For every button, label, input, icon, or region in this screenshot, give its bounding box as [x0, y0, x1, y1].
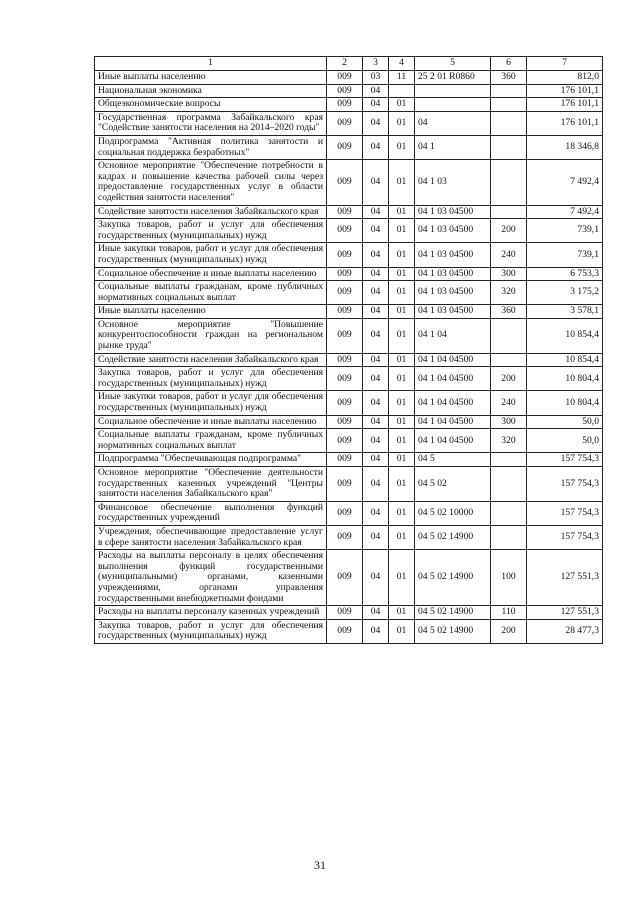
- table-row: [95, 429, 603, 453]
- ministry-code-cell: 009: [327, 98, 363, 112]
- section-code-cell: 04: [363, 501, 389, 525]
- expense-type-cell: 240: [491, 243, 527, 267]
- target-article-cell: 04 1 03 04500: [415, 281, 491, 305]
- ministry-code-cell: 009: [327, 550, 363, 606]
- table-row: [95, 243, 603, 267]
- section-code-cell: 04: [363, 160, 389, 205]
- header-cell: 3: [363, 57, 389, 71]
- section-code-cell: 04: [363, 353, 389, 367]
- header-cell: 6: [491, 57, 527, 71]
- amount-cell: 3 175,2: [527, 281, 603, 305]
- expense-type-cell: [491, 111, 527, 135]
- expense-type-cell: 200: [491, 619, 527, 643]
- ministry-code-cell: 009: [327, 453, 363, 467]
- target-article-cell: 04 1 03 04500: [415, 305, 491, 319]
- ministry-code-cell: 009: [327, 467, 363, 502]
- subsection-code-cell: 01: [389, 415, 415, 429]
- section-code-cell: 04: [363, 453, 389, 467]
- table-row: [95, 453, 603, 467]
- table-row: [95, 318, 603, 353]
- table-row: [95, 84, 603, 98]
- subsection-code-cell: 01: [389, 367, 415, 391]
- target-article-cell: 04 1 04 04500: [415, 353, 491, 367]
- subsection-code-cell: 01: [389, 135, 415, 159]
- table-row: [95, 391, 603, 415]
- amount-cell: 812,0: [527, 71, 603, 85]
- target-article-cell: 04 1 04: [415, 318, 491, 353]
- subsection-code-cell: 01: [389, 353, 415, 367]
- expense-type-cell: [491, 353, 527, 367]
- table-row: [95, 281, 603, 305]
- expense-type-cell: [491, 453, 527, 467]
- subsection-code-cell: 01: [389, 305, 415, 319]
- subsection-code-cell: 01: [389, 243, 415, 267]
- table-row: [95, 111, 603, 135]
- target-article-cell: 04 5 02 14900: [415, 606, 491, 620]
- subsection-code-cell: [389, 84, 415, 98]
- subsection-code-cell: 01: [389, 281, 415, 305]
- row-name-cell: Расходы на выплаты персоналу казенных учреждений: [95, 606, 327, 620]
- expense-type-cell: [491, 98, 527, 112]
- amount-cell: 18 346,8: [527, 135, 603, 159]
- amount-cell: 157 754,3: [527, 453, 603, 467]
- subsection-code-cell: 01: [389, 160, 415, 205]
- header-cell: 1: [95, 57, 327, 71]
- amount-cell: 739,1: [527, 219, 603, 243]
- target-article-cell: 04 5 02: [415, 467, 491, 502]
- expense-type-cell: 320: [491, 429, 527, 453]
- expense-type-cell: [491, 467, 527, 502]
- section-code-cell: 04: [363, 305, 389, 319]
- row-name-cell: Подпрограмма "Активная политика занятости и социальная поддержка безработных": [95, 135, 327, 159]
- target-article-cell: 04 1 04 04500: [415, 429, 491, 453]
- row-name-cell: Национальная экономика: [95, 84, 327, 98]
- row-name-cell: Закупка товаров, работ и услуг для обеспечения государственных (муниципальных) нужд: [95, 367, 327, 391]
- budget-table: [94, 56, 603, 644]
- subsection-code-cell: 01: [389, 318, 415, 353]
- ministry-code-cell: 009: [327, 318, 363, 353]
- ministry-code-cell: 009: [327, 501, 363, 525]
- row-name-cell: Подпрограмма "Обеспечивающая подпрограмма": [95, 453, 327, 467]
- table-row: [95, 267, 603, 281]
- subsection-code-cell: 01: [389, 467, 415, 502]
- row-name-cell: Содействие занятости населения Забайкальского края: [95, 205, 327, 219]
- table-row: [95, 160, 603, 205]
- ministry-code-cell: 009: [327, 267, 363, 281]
- subsection-code-cell: 01: [389, 205, 415, 219]
- amount-cell: 50,0: [527, 429, 603, 453]
- target-article-cell: 04 1 03: [415, 160, 491, 205]
- target-article-cell: 25 2 01 R0860: [415, 71, 491, 85]
- ministry-code-cell: 009: [327, 160, 363, 205]
- expense-type-cell: 240: [491, 391, 527, 415]
- section-code-cell: 04: [363, 205, 389, 219]
- row-name-cell: Социальное обеспечение и иные выплаты населению: [95, 267, 327, 281]
- row-name-cell: Закупка товаров, работ и услуг для обеспечения государственных (муниципальных) нужд: [95, 219, 327, 243]
- table-row: [95, 219, 603, 243]
- section-code-cell: 04: [363, 467, 389, 502]
- table-header-row: [95, 57, 603, 71]
- amount-cell: 157 754,3: [527, 467, 603, 502]
- expense-type-cell: [491, 135, 527, 159]
- table-row: [95, 467, 603, 502]
- target-article-cell: 04 1 03 04500: [415, 267, 491, 281]
- ministry-code-cell: 009: [327, 111, 363, 135]
- expense-type-cell: 200: [491, 219, 527, 243]
- subsection-code-cell: 01: [389, 98, 415, 112]
- expense-type-cell: [491, 160, 527, 205]
- ministry-code-cell: 009: [327, 243, 363, 267]
- header-cell: 2: [327, 57, 363, 71]
- ministry-code-cell: 009: [327, 619, 363, 643]
- subsection-code-cell: 01: [389, 111, 415, 135]
- table-row: [95, 501, 603, 525]
- section-code-cell: 04: [363, 429, 389, 453]
- ministry-code-cell: 009: [327, 606, 363, 620]
- target-article-cell: 04 5 02 14900: [415, 525, 491, 549]
- table-row: [95, 205, 603, 219]
- row-name-cell: Государственная программа Забайкальского края "Содействие занятости населения на 2014–2020 годы": [95, 111, 327, 135]
- target-article-cell: [415, 84, 491, 98]
- ministry-code-cell: 009: [327, 71, 363, 85]
- amount-cell: 3 578,1: [527, 305, 603, 319]
- expense-type-cell: 300: [491, 267, 527, 281]
- header-cell: 5: [415, 57, 491, 71]
- subsection-code-cell: 01: [389, 606, 415, 620]
- amount-cell: 7 492,4: [527, 205, 603, 219]
- table-row: [95, 606, 603, 620]
- target-article-cell: 04 5: [415, 453, 491, 467]
- expense-type-cell: 320: [491, 281, 527, 305]
- expense-type-cell: [491, 205, 527, 219]
- amount-cell: 6 753,3: [527, 267, 603, 281]
- row-name-cell: Общеэкономические вопросы: [95, 98, 327, 112]
- target-article-cell: 04 1: [415, 135, 491, 159]
- amount-cell: 50,0: [527, 415, 603, 429]
- row-name-cell: Основное мероприятие "Повышение конкурентоспособности граждан на региональном рынке труда": [95, 318, 327, 353]
- subsection-code-cell: 01: [389, 619, 415, 643]
- amount-cell: 176 101,1: [527, 84, 603, 98]
- ministry-code-cell: 009: [327, 219, 363, 243]
- row-name-cell: Социальные выплаты гражданам, кроме публичных нормативных социальных выплат: [95, 281, 327, 305]
- amount-cell: 127 551,3: [527, 606, 603, 620]
- subsection-code-cell: 01: [389, 429, 415, 453]
- section-code-cell: 03: [363, 71, 389, 85]
- expense-type-cell: [491, 318, 527, 353]
- ministry-code-cell: 009: [327, 305, 363, 319]
- amount-cell: 157 754,3: [527, 525, 603, 549]
- target-article-cell: 04: [415, 111, 491, 135]
- ministry-code-cell: 009: [327, 429, 363, 453]
- table-row: [95, 135, 603, 159]
- row-name-cell: Основное мероприятие "Обеспечение деятельности государственных казенных учреждений "Центры занятости населения Забайкальского края": [95, 467, 327, 502]
- section-code-cell: 04: [363, 281, 389, 305]
- page-number: 31: [314, 858, 326, 872]
- section-code-cell: 04: [363, 318, 389, 353]
- row-name-cell: Содействие занятости населения Забайкальского края: [95, 353, 327, 367]
- ministry-code-cell: 009: [327, 525, 363, 549]
- target-article-cell: 04 1 04 04500: [415, 367, 491, 391]
- target-article-cell: 04 5 02 14900: [415, 619, 491, 643]
- target-article-cell: 04 1 04 04500: [415, 415, 491, 429]
- section-code-cell: 04: [363, 606, 389, 620]
- amount-cell: 10 854,4: [527, 318, 603, 353]
- row-name-cell: Закупка товаров, работ и услуг для обеспечения государственных (муниципальных) нужд: [95, 619, 327, 643]
- header-cell: 7: [527, 57, 603, 71]
- row-name-cell: Иные закупки товаров, работ и услуг для обеспечения государственных (муниципальных) нужд: [95, 391, 327, 415]
- table-body: [95, 57, 603, 644]
- amount-cell: 10 804,4: [527, 391, 603, 415]
- amount-cell: 176 101,1: [527, 98, 603, 112]
- row-name-cell: Основное мероприятие "Обеспечение потребности в кадрах и повышение качества рабочей силы через предоставление государственных услуг в области содействия занятости населения": [95, 160, 327, 205]
- subsection-code-cell: 01: [389, 267, 415, 281]
- expense-type-cell: 300: [491, 415, 527, 429]
- row-name-cell: Финансовое обеспечение выполнения функций государственных учреждений: [95, 501, 327, 525]
- ministry-code-cell: 009: [327, 353, 363, 367]
- amount-cell: 10 854,4: [527, 353, 603, 367]
- section-code-cell: 04: [363, 135, 389, 159]
- row-name-cell: Иные закупки товаров, работ и услуг для обеспечения государственных (муниципальных) нужд: [95, 243, 327, 267]
- section-code-cell: 04: [363, 550, 389, 606]
- row-name-cell: Иные выплаты населению: [95, 71, 327, 85]
- table-row: [95, 98, 603, 112]
- section-code-cell: 04: [363, 219, 389, 243]
- table-row: [95, 525, 603, 549]
- section-code-cell: 04: [363, 367, 389, 391]
- amount-cell: 157 754,3: [527, 501, 603, 525]
- amount-cell: 176 101,1: [527, 111, 603, 135]
- row-name-cell: Иные выплаты населению: [95, 305, 327, 319]
- section-code-cell: 04: [363, 619, 389, 643]
- table-row: [95, 71, 603, 85]
- section-code-cell: 04: [363, 84, 389, 98]
- subsection-code-cell: 01: [389, 453, 415, 467]
- target-article-cell: 04 1 03 04500: [415, 219, 491, 243]
- row-name-cell: Социальное обеспечение и иные выплаты населению: [95, 415, 327, 429]
- subsection-code-cell: 01: [389, 550, 415, 606]
- table-row: [95, 415, 603, 429]
- subsection-code-cell: 01: [389, 525, 415, 549]
- ministry-code-cell: 009: [327, 391, 363, 415]
- section-code-cell: 04: [363, 415, 389, 429]
- section-code-cell: 04: [363, 243, 389, 267]
- target-article-cell: 04 5 02 10000: [415, 501, 491, 525]
- amount-cell: 127 551,3: [527, 550, 603, 606]
- table-row: [95, 550, 603, 606]
- amount-cell: 739,1: [527, 243, 603, 267]
- target-article-cell: 04 5 02 14900: [415, 550, 491, 606]
- expense-type-cell: 360: [491, 305, 527, 319]
- ministry-code-cell: 009: [327, 281, 363, 305]
- subsection-code-cell: 01: [389, 501, 415, 525]
- ministry-code-cell: 009: [327, 205, 363, 219]
- subsection-code-cell: 01: [389, 391, 415, 415]
- expense-type-cell: 360: [491, 71, 527, 85]
- amount-cell: 10 804,4: [527, 367, 603, 391]
- section-code-cell: 04: [363, 98, 389, 112]
- subsection-code-cell: 11: [389, 71, 415, 85]
- expense-type-cell: 200: [491, 367, 527, 391]
- target-article-cell: 04 1 03 04500: [415, 205, 491, 219]
- header-cell: 4: [389, 57, 415, 71]
- row-name-cell: Учреждения, обеспечивающие предоставление услуг в сфере занятости населения Забайкальского края: [95, 525, 327, 549]
- section-code-cell: 04: [363, 525, 389, 549]
- row-name-cell: Расходы на выплаты персоналу в целях обеспечения выполнения функций государственными (муниципальными) органами, казенными учреждениями, органами управления государственными внебюджетными фондами: [95, 550, 327, 606]
- subsection-code-cell: 01: [389, 219, 415, 243]
- ministry-code-cell: 009: [327, 367, 363, 391]
- expense-type-cell: [491, 525, 527, 549]
- target-article-cell: 04 1 03 04500: [415, 243, 491, 267]
- expense-type-cell: 110: [491, 606, 527, 620]
- table-row: [95, 619, 603, 643]
- row-name-cell: Социальные выплаты гражданам, кроме публичных нормативных социальных выплат: [95, 429, 327, 453]
- section-code-cell: 04: [363, 267, 389, 281]
- table-row: [95, 353, 603, 367]
- expense-type-cell: [491, 501, 527, 525]
- ministry-code-cell: 009: [327, 415, 363, 429]
- section-code-cell: 04: [363, 391, 389, 415]
- section-code-cell: 04: [363, 111, 389, 135]
- ministry-code-cell: 009: [327, 84, 363, 98]
- table-row: [95, 305, 603, 319]
- ministry-code-cell: 009: [327, 135, 363, 159]
- expense-type-cell: [491, 84, 527, 98]
- target-article-cell: [415, 98, 491, 112]
- amount-cell: 28 477,3: [527, 619, 603, 643]
- amount-cell: 7 492,4: [527, 160, 603, 205]
- table-row: [95, 367, 603, 391]
- expense-type-cell: 100: [491, 550, 527, 606]
- target-article-cell: 04 1 04 04500: [415, 391, 491, 415]
